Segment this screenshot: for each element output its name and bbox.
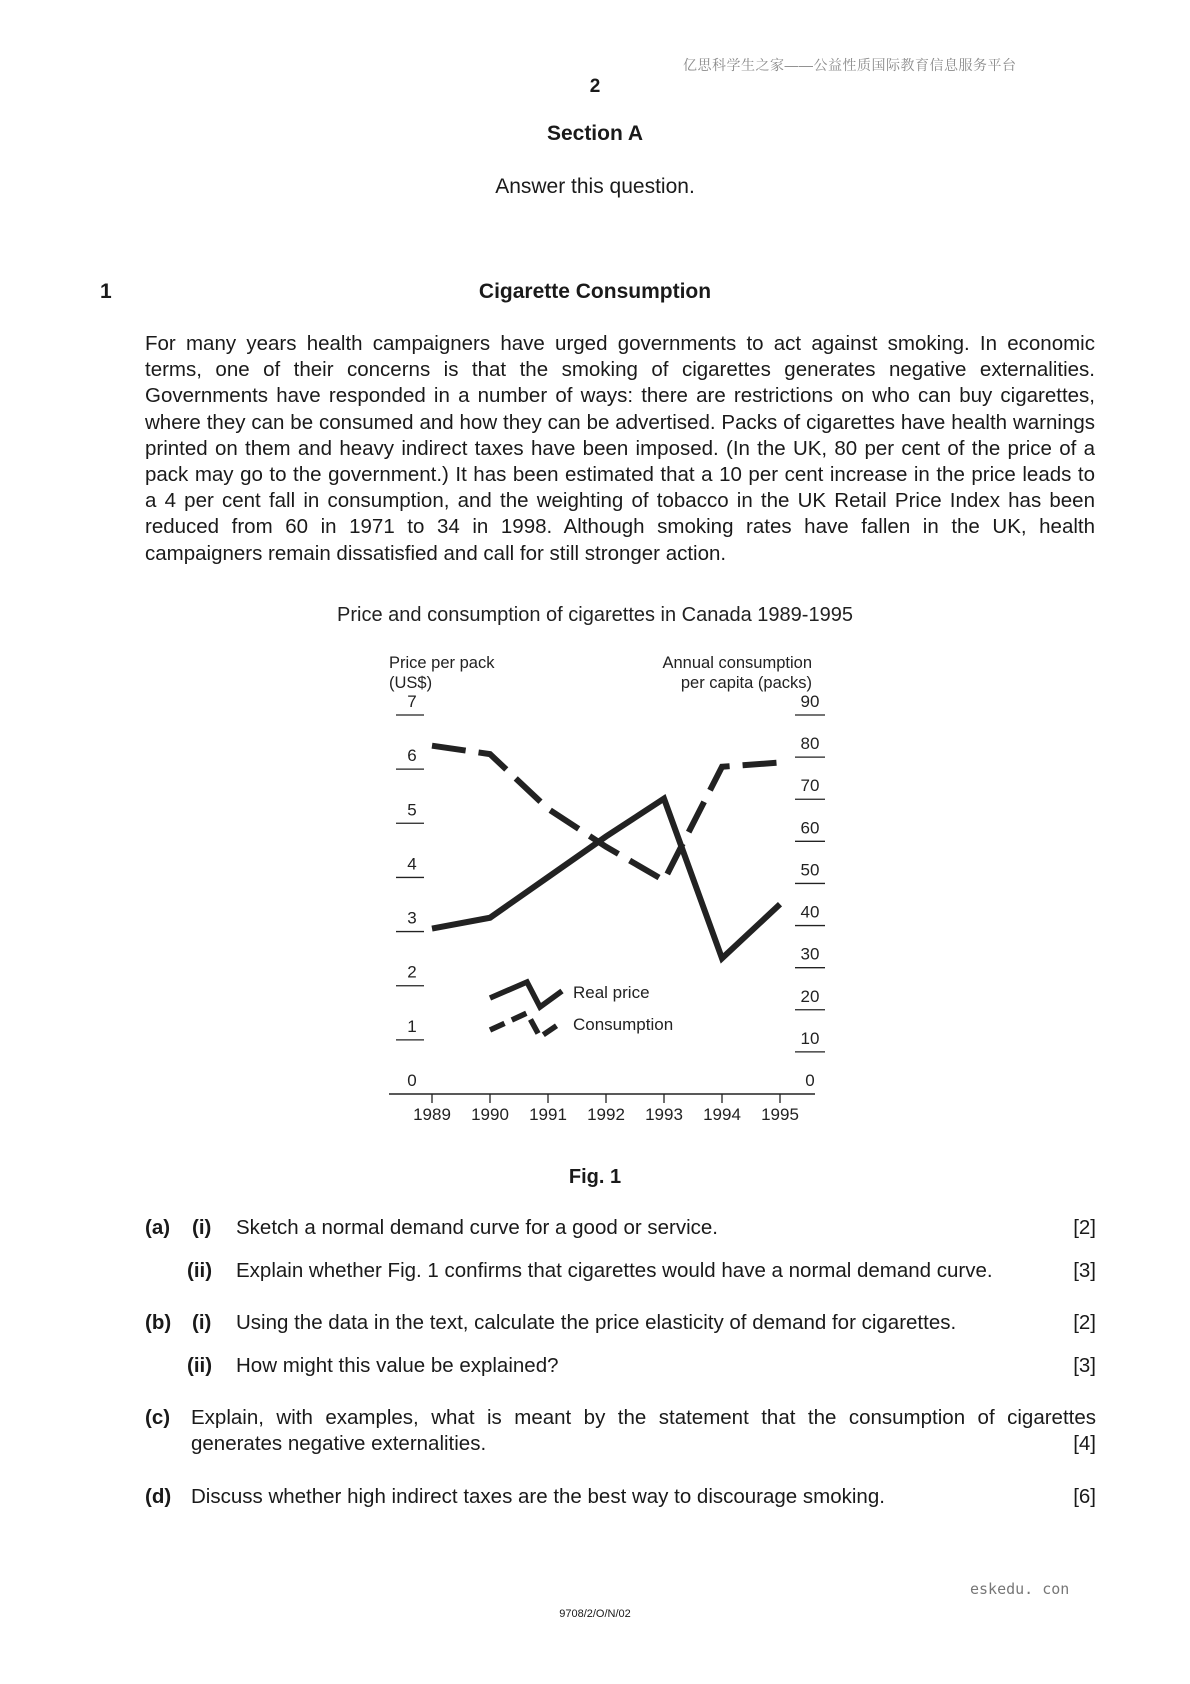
legend-label-real-price: Real price [573, 983, 650, 1002]
left-axis-ticks [396, 692, 424, 1090]
x-tick-label-1995: 1995 [761, 1105, 799, 1124]
left-tick-label-4: 4 [407, 854, 417, 874]
part-a-i-text: Sketch a normal demand curve for a good or service. [236, 1216, 718, 1239]
right-axis-label-2: per capita (packs) [680, 674, 812, 692]
x-tick-label-1992: 1992 [587, 1105, 625, 1124]
x-tick-label-1989: 1989 [413, 1105, 451, 1124]
part-c-text-line-2: generates negative externalities. [191, 1432, 487, 1455]
legend-swatch-consumption [490, 1013, 562, 1037]
part-a-i-marks: [2] [1073, 1216, 1096, 1239]
question-title: Cigarette Consumption [478, 280, 712, 303]
part-b-ii-marks: [3] [1073, 1354, 1096, 1377]
right-axis-label-1: Annual consumption [662, 654, 812, 672]
question-number: 1 [100, 280, 112, 303]
right-tick-label-20: 20 [800, 986, 820, 1006]
page-number: 2 [589, 76, 601, 97]
right-tick-label-70: 70 [800, 776, 820, 796]
part-c-text-line-1: Explain, with examples, what is meant by the statement that the consumption of cigarettes [191, 1406, 1096, 1429]
chart-legend [490, 982, 673, 1037]
left-tick-label-7: 7 [407, 692, 417, 711]
chart-title: Price and consumption of cigarettes in Canada 1989-1995 [337, 604, 853, 626]
x-tick-label-1991: 1991 [529, 1105, 567, 1124]
part-d-marks: [6] [1073, 1485, 1096, 1508]
section-title: Section A [546, 122, 644, 145]
part-d-text: Discuss whether high indirect taxes are the best way to discourage smoking. [191, 1485, 885, 1508]
part-c-marks: [4] [1073, 1432, 1096, 1455]
question-paragraph: For many years health campaigners have urged governments to act against smoking. In economic terms, one of their concerns is that the smoking of cigarettes generates negative externalities. Governments have responded in a number of ways: there are restrictions on who can buy cigarettes, where they can be consumed and how they can be advertised. Packs of cigarettes have health warnings printed on them and heavy indirect taxes have been imposed. (In the UK, 80 per cent of the price of a pack may go to the government.) It has been estimated that a 10 per cent increase in the price leads to a 4 per cent fall in consumption, and the weighting of tobacco in the UK Retail Price Index has been reduced from 60 in 1971 to 34 in 1998. Although smoking rates have fallen in the UK, health campaigners remain dissatisfied and call for still stronger action. [145, 332, 1095, 565]
part-b-ii-label: (ii) [187, 1354, 213, 1377]
left-tick-label-0: 0 [407, 1071, 417, 1090]
right-tick-label-60: 60 [800, 818, 820, 838]
part-a-ii-text: Explain whether Fig. 1 confirms that cigarettes would have a normal demand curve. [236, 1259, 993, 1282]
footer-site-text: eskedu. con [970, 1580, 1070, 1598]
left-axis-label-1: Price per pack [389, 654, 495, 672]
part-b-i-label: (i) [192, 1311, 212, 1334]
watermark-text: 亿思科学生之家——公益性质国际教育信息服务平台 [683, 57, 1017, 73]
right-tick-label-80: 80 [800, 734, 820, 754]
part-b-i-text: Using the data in the text, calculate the price elasticity of demand for cigarettes. [236, 1311, 957, 1334]
part-b-label: (b) [145, 1311, 172, 1334]
instruction-text: Answer this question. [495, 175, 695, 198]
right-tick-label-10: 10 [800, 1028, 820, 1048]
left-tick-label-5: 5 [407, 800, 417, 820]
right-axis-ticks [795, 692, 825, 1090]
left-tick-label-1: 1 [407, 1016, 417, 1036]
right-tick-label-50: 50 [800, 860, 820, 880]
right-tick-label-90: 90 [800, 692, 820, 711]
footer-paper-code: 9708/2/O/N/02 [559, 1608, 631, 1620]
part-a-ii-marks: [3] [1073, 1259, 1096, 1282]
series-layer [432, 746, 780, 959]
right-tick-label-0: 0 [805, 1071, 815, 1090]
legend-label-consumption: Consumption [573, 1015, 674, 1034]
series-line-consumption [432, 746, 780, 881]
x-tick-label-1990: 1990 [471, 1105, 509, 1124]
legend-swatch-real-price [490, 982, 562, 1007]
left-axis-label-2: (US$) [389, 674, 433, 692]
right-tick-label-40: 40 [800, 902, 820, 922]
left-tick-label-3: 3 [407, 908, 417, 928]
part-d-label: (d) [145, 1485, 172, 1508]
part-a-i-label: (i) [192, 1216, 212, 1239]
right-tick-label-30: 30 [800, 944, 820, 964]
left-tick-label-6: 6 [407, 746, 417, 766]
part-c-label: (c) [145, 1406, 171, 1429]
x-tick-label-1994: 1994 [703, 1105, 741, 1124]
left-tick-label-2: 2 [407, 962, 417, 982]
part-b-i-marks: [2] [1073, 1311, 1096, 1334]
x-tick-label-1993: 1993 [645, 1105, 683, 1124]
part-a-label: (a) [145, 1216, 171, 1239]
series-line-real-price [432, 799, 780, 959]
part-b-ii-text: How might this value be explained? [236, 1354, 559, 1377]
figure-caption: Fig. 1 [568, 1166, 622, 1188]
part-a-ii-label: (ii) [187, 1259, 213, 1282]
x-axis-ticks [413, 1094, 799, 1124]
